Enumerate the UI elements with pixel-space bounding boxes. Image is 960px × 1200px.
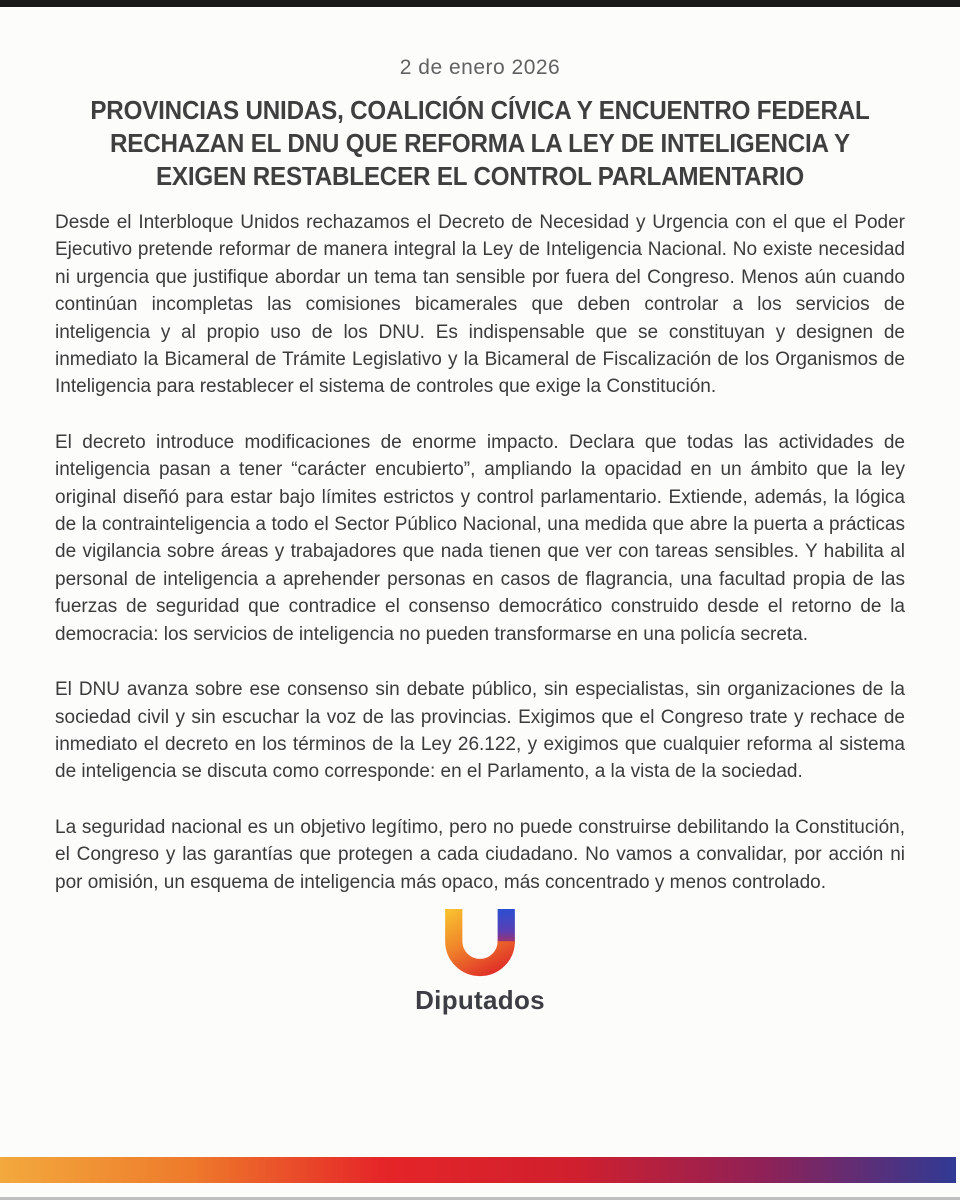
statement-date: 2 de enero 2026 (399, 56, 561, 79)
top-edge-bar (0, 0, 960, 7)
unidos-u-icon (435, 906, 525, 984)
statement-headline (55, 94, 905, 193)
logo-wordmark: Diputados (415, 984, 545, 1015)
paragraph-4: La seguridad nacional es un objetivo legítimo, pero no puede construirse debilitando la Constitución, el Congreso y las garantías que protegen a cada ciudadano. No vamos a convalidar, por acción ni por omisión, un esquema de inteligencia más opaco, más concentrado y menos controlado. (55, 816, 905, 893)
paragraph-1: Desde el Interbloque Unidos rechazamos el Decreto de Necesidad y Urgencia con el que el Poder Ejecutivo pretende reformar de manera integral la Ley de Inteligencia Nacional. No existe necesidad ni urgencia que justifique abordar un tema tan sensible por fuera del Congreso. Menos aún cuando continúan incompletas las comisiones bicamerales que deben controlar a los servicios de inteligencia y al propio uso de los DNU. Es indispensable que se constituyan y designen de inmediato la Bicameral de Trámite Legislativo y la Bicameral de Fiscalización de los Organismos de Inteligencia para restablecer el sistema de controles que exige la Constitución. (55, 212, 905, 398)
headline-line-1: PROVINCIAS UNIDAS, COALICIÓN CÍVICA Y ENCUENTRO FEDERAL (90, 95, 870, 125)
diputados-logo (55, 906, 905, 1014)
paragraph-2: El decreto introduce modificaciones de enorme impacto. Declara que todas las actividades de inteligencia pasan a tener “carácter encubierto”, ampliando la opacidad en un ámbito que la ley original diseñó para estar bajo límites estrictos y control parlamentario. Extiende, además, la lógica de la contrainteligencia a todo el Sector Público Nacional, una medida que abre la puerta a prácticas de vigilancia sobre áreas y trabajadores que nada tienen que ver con tareas sensibles. Y habilita al personal de inteligencia a aprehender personas en casos de flagrancia, una facultad propia de las fuerzas de seguridad que contradice el consenso democrático construido desde el retorno de la democracia: los servicios de inteligencia no pueden transformarse en una policía secreta. (55, 431, 905, 645)
headline-line-3: EXIGEN RESTABLECER EL CONTROL PARLAMENTARIO (155, 161, 805, 191)
footer-gradient-bar (0, 1157, 956, 1183)
headline-line-2: RECHAZAN EL DNU QUE REFORMA LA LEY DE INTELIGENCIA Y (110, 128, 850, 158)
paragraph-3: El DNU avanza sobre ese consenso sin debate público, sin especialistas, sin organizaciones de la sociedad civil y sin escuchar la voz de las provincias. Exigimos que el Congreso trate y rechace de inmediato el decreto en los términos de la Ley 26.122, y exigimos que cualquier reforma al sistema de inteligencia se discuta como corresponde: en el Parlamento, a la vista de la sociedad. (55, 679, 905, 783)
